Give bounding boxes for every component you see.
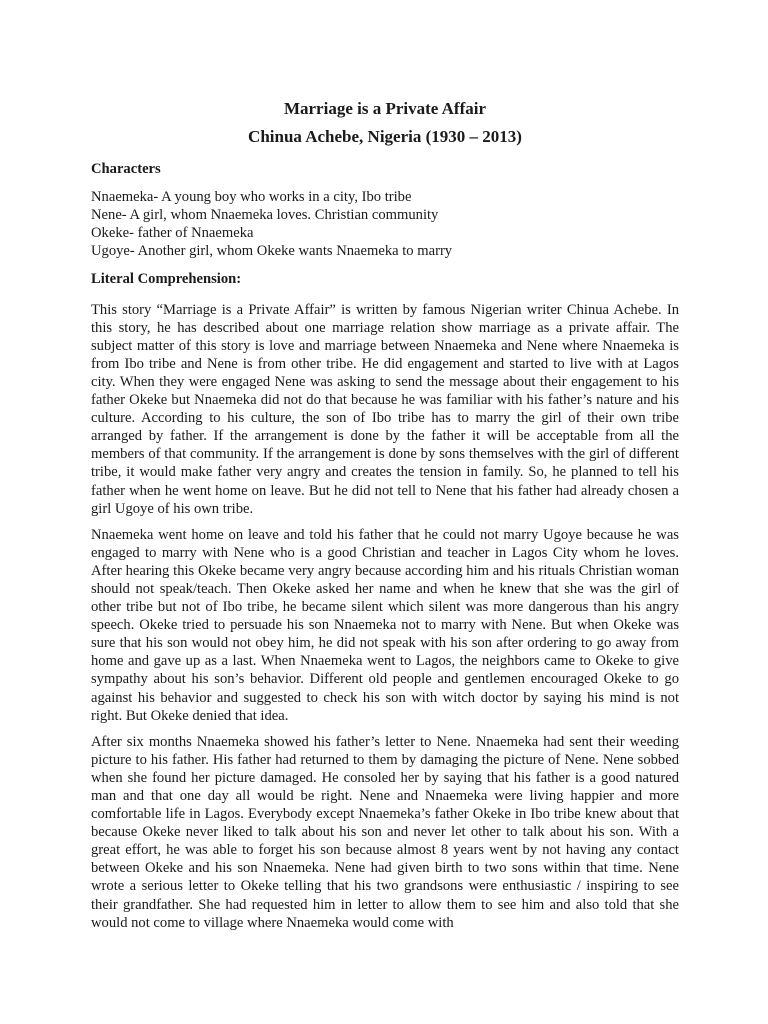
character-item: Ugoye- Another girl, whom Okeke wants Nnaemeka to marry — [91, 243, 453, 260]
document-title: Marriage is a Private Affair — [283, 99, 487, 118]
character-item: Nnaemeka- A young boy who works in a city, Ibo tribe — [91, 189, 412, 206]
body-paragraph: This story “Marriage is a Private Affair” is written by famous Nigerian writer Chinua Achebe. In this story, he has described about one marriage relation show marriage as a private affair. The subject matter of this story is love and marriage between Nnaemeka and Nene where Nnaemeka is from Ibo tribe and Nene is from other tribe. He did engagement and started to live with at Lagos city. When they were engaged Nene was asking to send the message about their engagement to his father Okeke but Nnaemeka did not do that because he was familiar with his father’s nature and his culture. According to his culture, the son of Ibo tribe has to marry the girl of their own tribe arranged by father. If the arrangement is done by the father it will be acceptable from all the members of that community. If the arrangement is done by sons themselves with the girl of different tribe, it would make father very angry and creates the tension in family. So, he planned to tell his father when he went home on leave. But he did not tell to Nene that his father had already chosen a girl Ugoye of his own tribe. — [91, 301, 679, 517]
document-subtitle: Chinua Achebe, Nigeria (1930 – 2013) — [248, 127, 522, 146]
document-page — [91, 98, 679, 932]
character-item: Okeke- father of Nnaemeka — [91, 225, 254, 242]
characters-heading: Characters — [91, 161, 161, 177]
literal-comprehension-heading: Literal Comprehension: — [91, 271, 242, 288]
body-paragraph: After six months Nnaemeka showed his father’s letter to Nene. Nnaemeka had sent their weeding picture to his father. His father had returned to them by damaging the picture of Nene. Nene sobbed when she found her picture damaged. He consoled her by saying that his father is a good natured man and that one day all would be right. Nene and Nnaemeka were living happier and more comfortable life in Lagos. Everybody except Nnaemeka’s father Okeke in Ibo tribe knew about that because Okeke never liked to talk about his son and never let other to talk about his son. With a great effort, he was able to forget his son because almost 8 years went by not having any contact between Okeke and his son Nnaemeka. Nene had given birth to two sons within that time. Nene wrote a serious letter to Okeke telling that his two grandsons were enthusiastic / inspiring to see their grandfather. She had requested him in letter to allow them to see him and also told that she would not come to village where Nnaemeka would come with — [91, 733, 679, 931]
character-item: Nene- A girl, whom Nnaemeka loves. Christian community — [91, 207, 439, 224]
body-paragraph: Nnaemeka went home on leave and told his father that he could not marry Ugoye because he was engaged to marry with Nene who is a good Christian and teacher in Lagos City whom he loves. After hearing this Okeke became very angry because according him and his rituals Christian woman should not speak/teach. Then Okeke asked her name and when he knew that she was the girl of other tribe but not of Ibo tribe, he became silent which silent was more dangerous than his angry speech. Okeke tried to persuade his son Nnaemeka not to marry with Nene. But when Okeke was sure that his son would not obey him, he did not speak with his son after ordering to go away from home and gave up as a last. When Nnaemeka went to Lagos, the neighbors came to Okeke to give sympathy about his son’s behavior. Different old people and gentlemen encouraged Okeke to go against his behavior and suggested to check his son with witch doctor by saying his mind is not right. But Okeke denied that idea. — [91, 526, 679, 724]
characters-list — [91, 188, 679, 260]
